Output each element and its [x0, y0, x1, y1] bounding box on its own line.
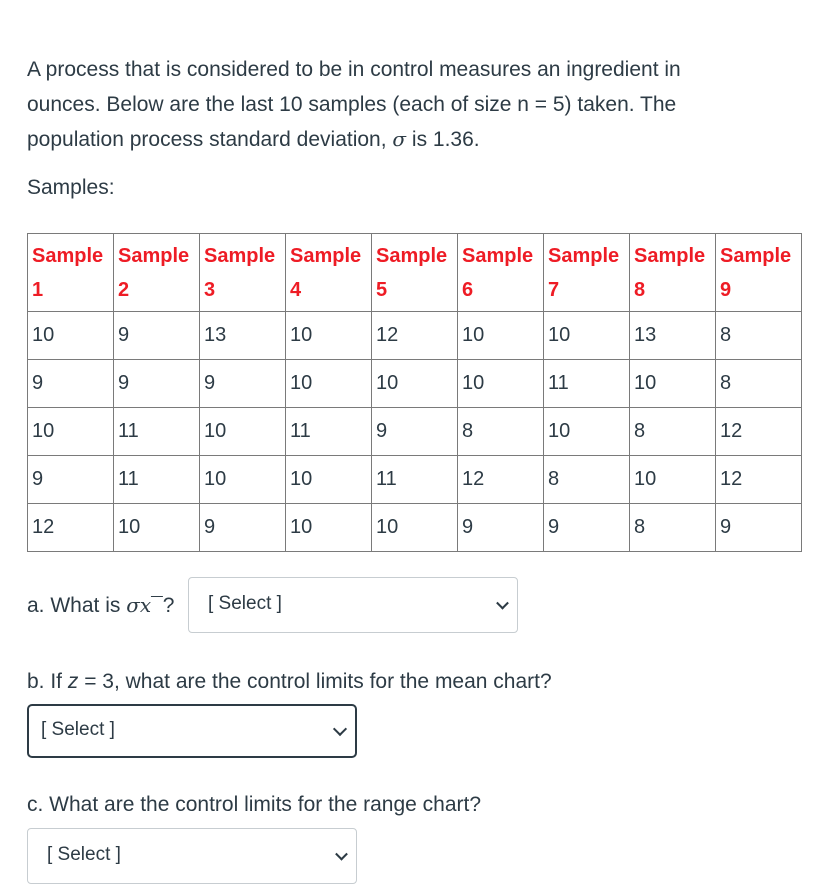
samples-label: Samples:: [27, 176, 115, 199]
column-header-number: 9: [720, 278, 732, 301]
table-cell: 11: [114, 456, 200, 504]
table-cell: 12: [28, 504, 114, 552]
column-header-word: Sample: [376, 244, 448, 267]
question-a: [27, 593, 174, 618]
table-cell: 10: [286, 504, 372, 552]
question-a-post: ?: [162, 594, 175, 617]
column-header-sample-2: [114, 234, 200, 312]
column-header-word: Sample: [118, 244, 190, 267]
table-header-row: [28, 234, 802, 312]
table-cell: 9: [28, 360, 114, 408]
column-header-number: 6: [462, 278, 474, 301]
column-header-word: Sample: [32, 244, 104, 267]
column-header-word: Sample: [548, 244, 620, 267]
chevron-down-icon: [335, 848, 348, 861]
table-cell: 10: [200, 456, 286, 504]
table-row: [28, 312, 802, 360]
intro-line-2: ounces. Below are the last 10 samples (each of size n = 5) taken. The: [27, 93, 677, 116]
column-header-word: Sample: [290, 244, 362, 267]
table-cell: 9: [28, 456, 114, 504]
table-cell: 9: [114, 312, 200, 360]
question-b: [27, 670, 552, 694]
table-cell: 9: [544, 504, 630, 552]
column-header-word: Sample: [720, 244, 792, 267]
answer-b-select-value: [ Select ]: [41, 719, 115, 740]
table-cell: 12: [372, 312, 458, 360]
answer-a-select-value: [ Select ]: [208, 593, 282, 614]
question-c: c. What are the control limits for the range chart?: [27, 793, 482, 816]
column-header-word: Sample: [634, 244, 706, 267]
question-b-post: = 3, what are the control limits for the mean chart?: [78, 670, 552, 693]
answer-b-select[interactable]: [27, 704, 357, 758]
chevron-down-icon: [333, 722, 347, 736]
z-variable: z: [67, 670, 79, 693]
intro-line-3-pre: population process standard deviation,: [27, 128, 393, 151]
sigma-symbol: σ: [392, 127, 407, 151]
table-cell: 10: [458, 312, 544, 360]
table-cell: 12: [458, 456, 544, 504]
table-cell: 10: [200, 408, 286, 456]
column-header-sample-1: [28, 234, 114, 312]
question-a-pre: a. What is: [27, 594, 127, 617]
table-row: [28, 504, 802, 552]
answer-c-select[interactable]: [27, 828, 357, 884]
column-header-sample-8: [630, 234, 716, 312]
table-cell: 10: [28, 408, 114, 456]
table-cell: 11: [544, 360, 630, 408]
samples-table: [27, 233, 802, 552]
table-cell: 11: [286, 408, 372, 456]
table-cell: 10: [372, 504, 458, 552]
table-cell: 8: [630, 504, 716, 552]
table-cell: 8: [716, 312, 802, 360]
table-cell: 8: [716, 360, 802, 408]
table-cell: 10: [286, 312, 372, 360]
column-header-number: 5: [376, 278, 388, 301]
x-bar-mark: ¯: [151, 594, 163, 617]
table-cell: 10: [286, 360, 372, 408]
table-cell: 10: [630, 360, 716, 408]
table-cell: 8: [458, 408, 544, 456]
answer-a-select[interactable]: [188, 577, 518, 633]
table-cell: 13: [200, 312, 286, 360]
column-header-number: 3: [204, 278, 216, 301]
table-cell: 11: [114, 408, 200, 456]
table-cell: 10: [458, 360, 544, 408]
question-b-pre: b. If: [27, 670, 68, 693]
table-cell: 10: [28, 312, 114, 360]
table-cell: 9: [372, 408, 458, 456]
table-body: [28, 312, 802, 552]
table-cell: 9: [716, 504, 802, 552]
column-header-number: 1: [32, 278, 44, 301]
table-cell: 9: [200, 360, 286, 408]
table-cell: 9: [200, 504, 286, 552]
table-cell: 12: [716, 456, 802, 504]
column-header-word: Sample: [462, 244, 534, 267]
column-header-number: 4: [290, 278, 302, 301]
column-header-sample-6: [458, 234, 544, 312]
table-cell: 10: [544, 312, 630, 360]
table-row: [28, 408, 802, 456]
table-cell: 10: [630, 456, 716, 504]
table-cell: 8: [630, 408, 716, 456]
table-cell: 12: [716, 408, 802, 456]
table-cell: 8: [544, 456, 630, 504]
table-cell: 10: [286, 456, 372, 504]
column-header-sample-3: [200, 234, 286, 312]
column-header-sample-5: [372, 234, 458, 312]
chevron-down-icon: [496, 597, 509, 610]
column-header-sample-7: [544, 234, 630, 312]
column-header-number: 8: [634, 278, 646, 301]
intro-line-1: A process that is considered to be in control measures an ingredient in: [27, 58, 681, 81]
answer-c-select-value: [ Select ]: [47, 844, 121, 865]
intro-line-3-post: is 1.36.: [406, 128, 480, 151]
problem-statement: [27, 52, 807, 157]
table-cell: 9: [458, 504, 544, 552]
column-header-number: 2: [118, 278, 130, 301]
column-header-sample-9: [716, 234, 802, 312]
table-cell: 10: [114, 504, 200, 552]
column-header-sample-4: [286, 234, 372, 312]
column-header-word: Sample: [204, 244, 276, 267]
table-cell: 11: [372, 456, 458, 504]
table-cell: 13: [630, 312, 716, 360]
table-cell: 10: [544, 408, 630, 456]
table-row: [28, 456, 802, 504]
table-cell: 10: [372, 360, 458, 408]
sigma-x-symbol: σx: [126, 593, 152, 617]
column-header-number: 7: [548, 278, 560, 301]
table-row: [28, 360, 802, 408]
table-cell: 9: [114, 360, 200, 408]
